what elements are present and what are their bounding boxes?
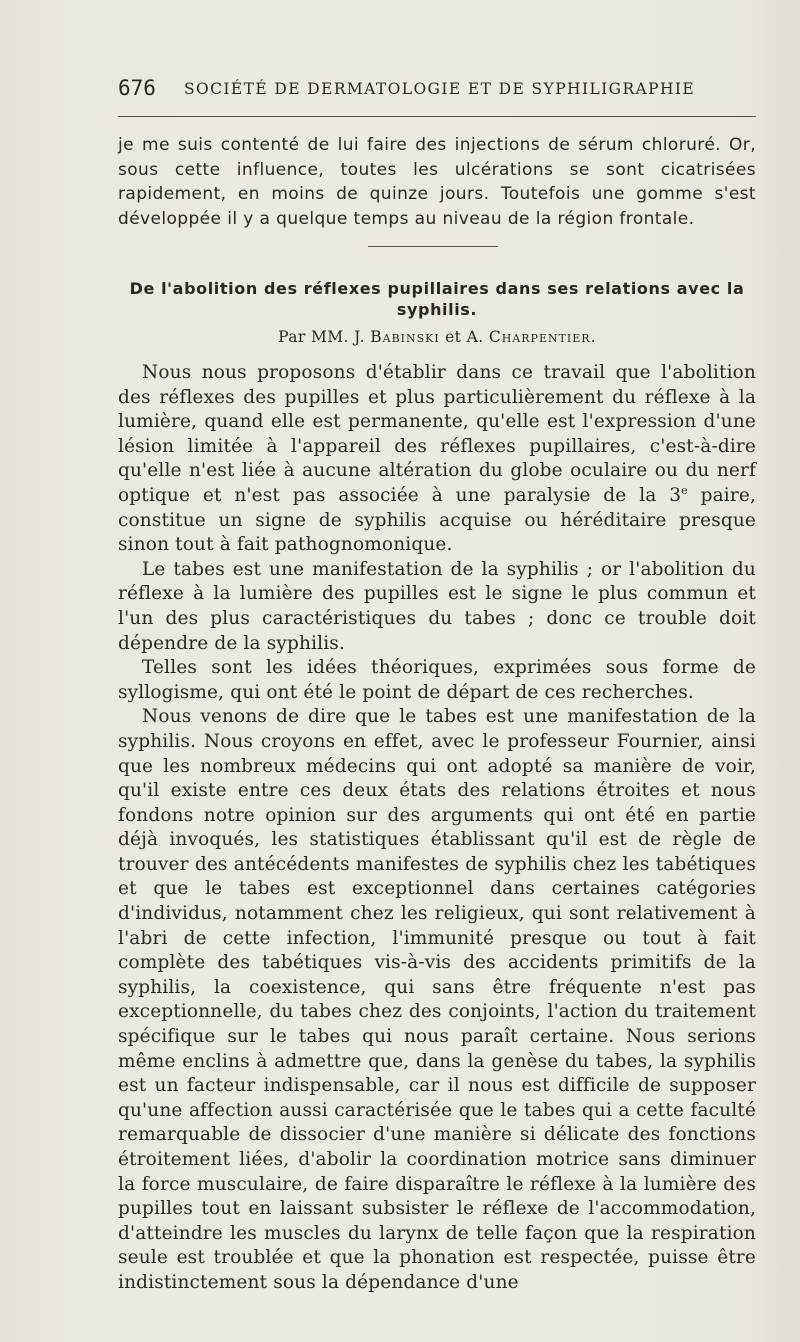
paragraph-4: Nous venons de dire que le tabes est une manifestation de la syphilis. Nous croyons en effet, avec le professeur Fournier, ainsi que les nombreux médecins qui ont adopté sa manière de voir, qu'il existe entre ces deux états des relations étroites et nous fondons notre opinion sur des arguments qui ont été en partie déjà invoqués, les statistiques établissant qu'il est de règle de trouver des antécédents manifestes de syphilis chez les tabétiques et que le tabes est exceptionnel dans certaines catégories d'individus, notamment chez les religieux, qui sont relativement à l'abri de cette infection, l'immunité presque ou tout à fait complète des tabétiques vis-à-vis des accidents primitifs de la syphilis, la coexistence, qui sans être fréquente n'est pas exceptionnelle, du tabes chez des conjoints, l'action du traitement spécifique sur le tabes qui nous paraît certaine. Nous serions même enclins à admettre que, dans la genèse du tabes, la syphilis est un facteur indispensable, car il nous est difficile de supposer qu'une affection aussi caractérisée que le tabes qui a cette faculté remarquable de dissocier d'une manière si délicate des fonctions étroitement liées, d'abolir la coordination motrice sans diminuer la force musculaire, de faire disparaître le réflexe à la lumière des pupilles tout en laissant subsister le réflexe de l'accommodation, d'atteindre les muscles du larynx de telle façon que la respiration seule est troublée et que la phonation est respectée, puisse être indistinctement sous la dépendance d'une [118,706,756,1293]
author-charpentier: Charpentier [488,328,591,346]
paragraph-1 [118,361,756,558]
running-head: SOCIÉTÉ DE DERMATOLOGIE ET DE SYPHILIGRAPHIE [184,80,696,98]
paragraph-2: Le tabes est une manifestation de la syphilis ; or l'abolition du réflexe à la lumière des pupilles est le signe le plus commun et l'un des plus caractéristiques du tabes ; donc ce trouble doit dépendre de la syphilis. [118,558,756,654]
ordinal-superscript: e [681,483,688,497]
intro-paragraph [118,133,756,231]
paragraph-1-part-a: Nous nous proposons d'établir dans ce travail que l'abolition des réflexes des pupilles et plus particulièrement du réflexe à la lumière, quand elle est permanente, qu'elle est l'expression d'une lésion limitée à l'appareil des réflexes pupillaires, c'est-à-dire qu'elle n'est liée à aucune altération du globe oculaire ou du nerf optique et n'est pas associée à une paralysie de la 3 [118,362,756,506]
paragraph-1-part-b: paire, constitue un signe de syphilis acquise ou héréditaire presque sinon tout à fait pathognomonique. [118,484,756,556]
byline [118,328,756,346]
article-title: De l'abolition des réflexes pupillaires dans ses relations avec la syphilis. [129,279,745,319]
byline-end: . [590,328,596,346]
byline-prefix: Par MM. J. [278,328,365,346]
author-babinski: Babinski [370,328,440,346]
header-rule [118,116,756,117]
intro-text: je me suis contenté de lui faire des injections de sérum chloruré. Or, sous cette influence, toutes les ulcérations se sont cicatrisées rapidement, en moins de quinze jours. Toutefois une gomme s'est développée il y a quelque temps au niveau de la région frontale. [118,135,756,229]
section-divider [368,246,498,247]
byline-and: et A. [445,328,484,346]
page-number: 676 [118,76,156,100]
page-header [118,76,758,106]
article-body [118,361,756,1296]
paragraph-3: Telles sont les idées théoriques, exprimées sous forme de syllogisme, qui ont été le point de départ de ces recherches. [118,657,756,703]
